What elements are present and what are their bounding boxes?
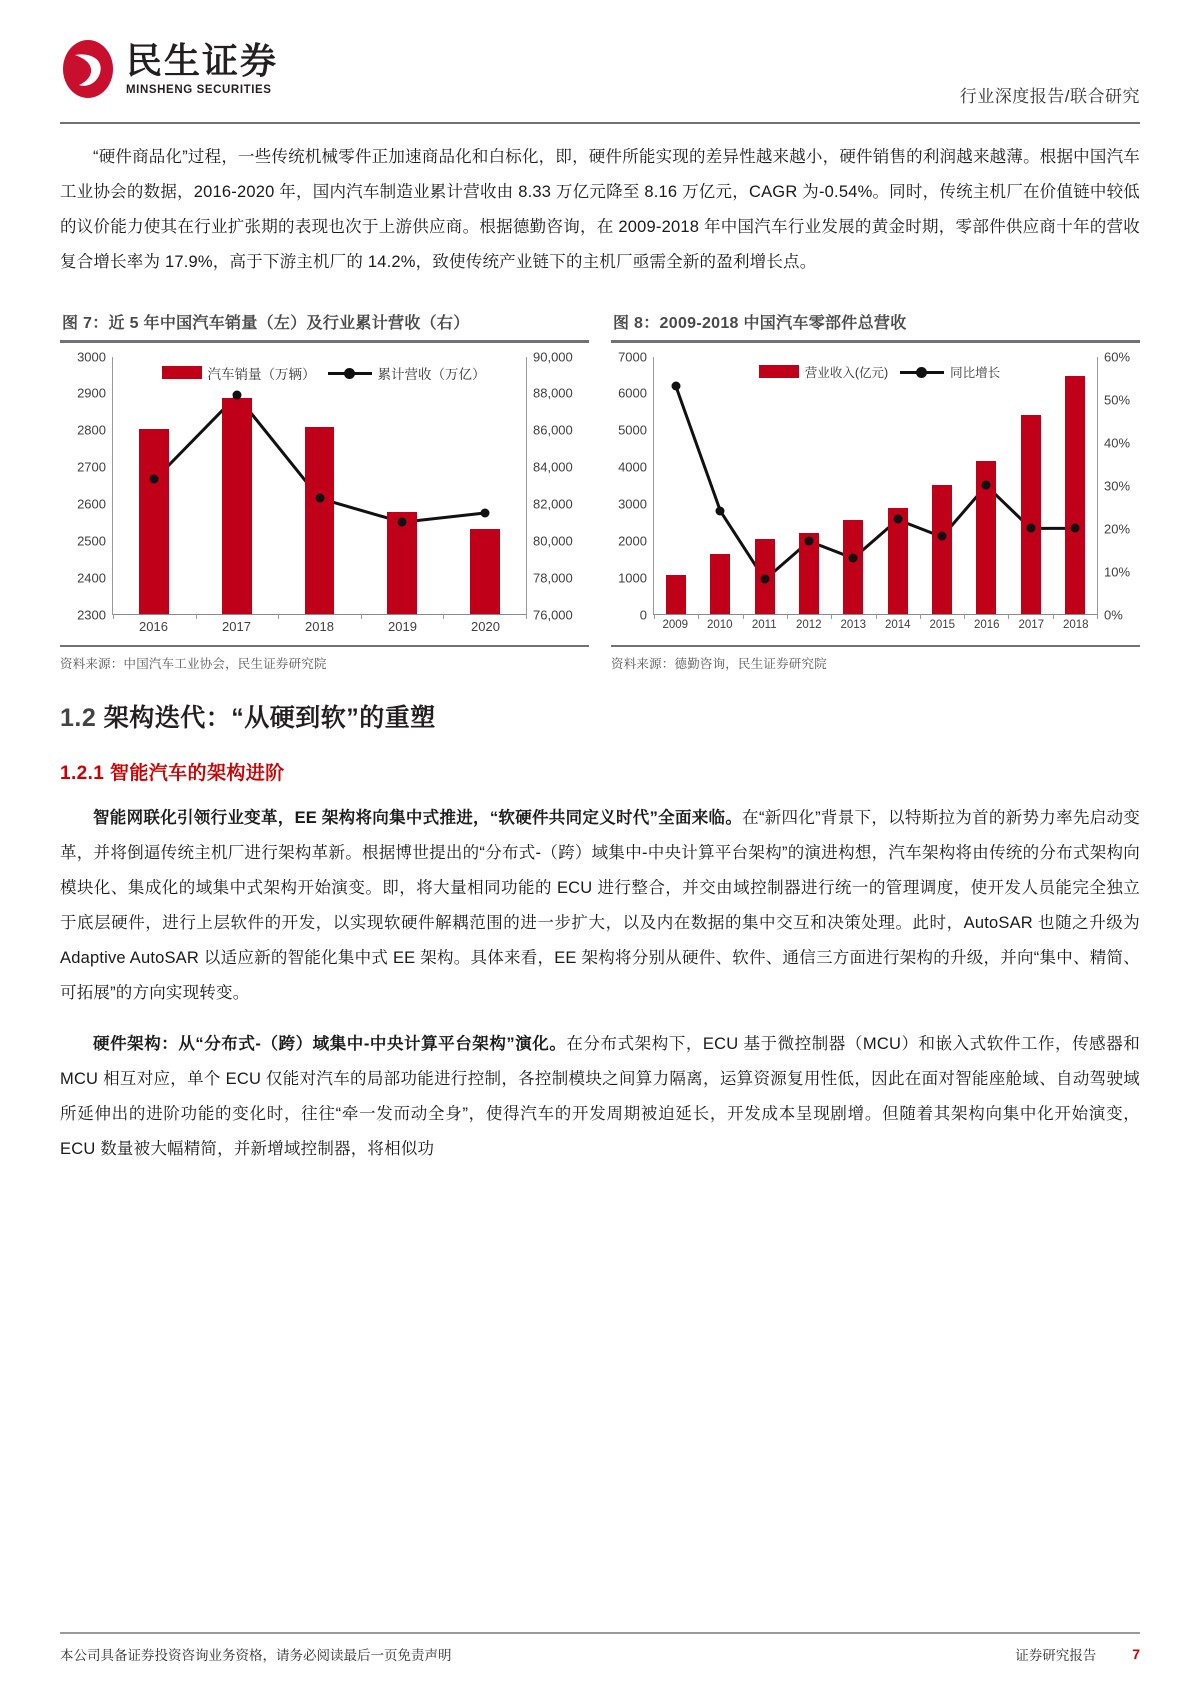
fig8-ytick: 4000: [618, 459, 647, 475]
minsheng-logo-icon: [60, 38, 116, 100]
fig8-bar: [1065, 376, 1085, 614]
subsection-title: 智能汽车的架构进阶: [109, 762, 285, 784]
logo-chinese-text: 民生证券: [126, 39, 279, 81]
fig8-line-marker: [937, 532, 946, 541]
page-content: [0, 140, 1200, 1167]
footer-report-label: 证券研究报告: [1015, 1648, 1097, 1663]
section-number: 1.2: [60, 703, 97, 732]
fig7-y2tick: 76,000: [533, 607, 573, 622]
fig8-y2tick: 50%: [1104, 392, 1131, 407]
fig8-line-marker: [1026, 523, 1035, 532]
report-type-label: 行业深度报告/联合研究: [959, 87, 1140, 106]
fig8-line-marker: [716, 506, 725, 515]
fig8-bar: [932, 485, 952, 614]
fig8-ytick: 0: [639, 607, 647, 622]
fig8-xtick-label: 2018: [1062, 618, 1089, 631]
fig7-line-marker: [398, 517, 407, 526]
fig8-bar: [666, 575, 686, 614]
fig8-y2tick: 60%: [1104, 349, 1131, 364]
figure-7-legend: [124, 363, 523, 383]
company-logo: [60, 38, 278, 100]
subsection-heading: [60, 758, 1140, 785]
fig8-xtick-label: 2015: [929, 618, 956, 631]
header-divider: [60, 122, 1140, 124]
fig7-y2tick: 90,000: [533, 349, 573, 364]
fig7-xtick-label: 2020: [471, 618, 500, 634]
fig7-bar: [222, 398, 252, 614]
fig7-ytick: 2300: [77, 607, 106, 622]
fig8-ytick: 5000: [618, 422, 647, 438]
fig7-bar: [139, 429, 169, 613]
figure-8-right-axis: [1104, 351, 1140, 641]
figure-7-x-axis: [112, 619, 527, 639]
fig7-bar: [305, 427, 335, 614]
fig8-line-marker: [805, 536, 814, 545]
legend-line-swatch-icon: [900, 365, 944, 378]
fig7-ytick: 2800: [77, 422, 106, 438]
figure-8-title: 图 8：2009-2018 中国汽车零部件总营收: [613, 315, 907, 332]
figure-7-title: 图 7：近 5 年中国汽车销量（左）及行业累计营收（右）: [62, 315, 470, 332]
section-title: 架构迭代：“从硬到软”的重塑: [103, 703, 436, 732]
paragraph-1-lead: 智能网联化引领行业变革，EE 架构将向集中式推进，“软硬件共同定义时代”全面来临。: [93, 808, 743, 827]
fig8-line-marker: [849, 553, 858, 562]
fig7-y2tick: 78,000: [533, 570, 573, 586]
footer-divider: [60, 1632, 1140, 1635]
fig8-xtick-label: 2010: [706, 618, 733, 631]
figure-8-plot-area: [611, 351, 1140, 641]
figure-8-title-rule: [611, 340, 1140, 343]
figure-8-legend: [665, 363, 1094, 381]
subsection-number: 1.2.1: [60, 762, 105, 784]
fig8-ytick: 7000: [618, 349, 647, 364]
fig8-line-marker: [982, 481, 991, 490]
fig8-xtick-label: 2013: [840, 618, 867, 631]
fig7-ytick: 2700: [77, 459, 106, 475]
section-heading: [60, 698, 1140, 734]
figure-7: [60, 306, 589, 672]
legend-line-swatch-icon: [328, 366, 372, 379]
fig8-xtick-label: 2009: [662, 618, 689, 631]
fig8-y2tick: 40%: [1104, 435, 1131, 450]
paragraph-2: [60, 1027, 1140, 1167]
fig8-line-marker: [1070, 523, 1079, 532]
figure-8-plot: [653, 357, 1098, 615]
figure-8-source: 资料来源：德勤咨询，民生证券研究院: [611, 645, 1140, 672]
fig7-xtick-label: 2019: [388, 618, 417, 634]
intro-paragraph: “硬件商品化”过程，一些传统机械零件正加速商品化和白标化，即，硬件所能实现的差异性越来越小，硬件销售的利润越来越薄。根据中国汽车工业协会的数据，2016-2020 年，国内汽车制造业累计营收由 8.33 万亿元降至 8.16 万亿元，CAGR 为-0.54%。同时，传统主机厂在价值链中较低的议价能力使其在行业扩张期的表现也次于上游供应商。根据德勤咨询，在 2009-2018 年中国汽车行业发展的黄金时期，零部件供应商十年的营收复合增长率为 17.9%，高于下游主机厂的 14.2%，致使传统产业链下的主机厂亟需全新的盈利增长点。: [60, 148, 1140, 271]
fig8-y2tick: 20%: [1104, 521, 1131, 536]
fig7-y2tick: 86,000: [533, 422, 573, 438]
figure-7-title-rule: [60, 340, 589, 343]
logo-english-text: MINSHENG SECURITIES: [126, 84, 272, 97]
fig8-xtick-label: 2012: [795, 618, 822, 631]
fig8-ytick: 6000: [618, 385, 647, 401]
fig7-bar: [470, 529, 500, 614]
paragraph-2-rest: 在分布式架构下，ECU 基于微控制器（MCU）和嵌入式软件工作，传感器和 MCU 相互对应，单个 ECU 仅能对汽车的局部功能进行控制，各控制模块之间算力隔离，运算资源复用性低，因此在面对智能座舱域、自动驾驶域所延伸出的进阶功能的变化时，往往“牵一发而动全身”，使得汽车的开发周期被迫延长，开发成本呈现剧增。但随着其架构向集中化开始演变，ECU 数量被大幅精简，并新增域控制器，将相似功: [60, 1034, 1140, 1158]
fig7-line-marker: [232, 391, 241, 400]
fig7-legend-label: 汽车销量（万辆）: [207, 366, 316, 382]
fig7-legend-label: 累计营收（万亿）: [377, 366, 486, 382]
fig7-legend-item: [162, 363, 316, 383]
fig7-y2tick: 84,000: [533, 459, 573, 475]
footer-disclaimer: 本公司具备证券投资咨询业务资格，请务必阅读最后一页免责声明: [60, 1648, 452, 1663]
figure-7-source: 资料来源：中国汽车工业协会，民生证券研究院: [60, 645, 589, 672]
fig8-line-marker: [893, 515, 902, 524]
fig8-y2tick: 30%: [1104, 478, 1131, 493]
figure-8-x-axis: [653, 619, 1098, 639]
fig7-ytick: 2400: [77, 570, 106, 586]
figure-7-plot: [112, 357, 527, 615]
fig7-y2tick: 82,000: [533, 496, 573, 512]
charts-row: [60, 306, 1140, 672]
fig8-y2tick: 0%: [1104, 607, 1123, 622]
page-footer: [60, 1632, 1140, 1665]
fig8-xtick-label: 2014: [884, 618, 911, 631]
fig7-ytick: 2500: [77, 533, 106, 549]
fig7-bar: [387, 512, 417, 614]
fig7-ytick: 3000: [77, 349, 106, 364]
legend-bar-swatch-icon: [759, 365, 799, 378]
legend-bar-swatch-icon: [162, 366, 202, 379]
page-header: [0, 0, 1200, 140]
fig8-ytick: 2000: [618, 533, 647, 549]
paragraph-1: [60, 801, 1140, 1011]
fig7-line-marker: [480, 508, 489, 517]
figure-8-left-axis: [611, 351, 647, 641]
fig8-xtick-label: 2011: [751, 618, 777, 631]
fig8-bar: [710, 554, 730, 613]
fig7-ytick: 2900: [77, 385, 106, 401]
paragraph-1-rest: 在“新四化”背景下，以特斯拉为首的新势力率先启动变革，并将倒逼传统主机厂进行架构革新。根据博世提出的“分布式-（跨）域集中-中央计算平台架构”的演进构想，汽车架构将由传统的分布式架构向模块化、集成化的域集中式架构开始演变。即，将大量相同功能的 ECU 进行整合，并交由域控制器进行统一的管理调度，使开发人员能完全独立于底层硬件，进行上层软件的开发，以实现软硬件解耦范围的进一步扩大，以及内在数据的集中交互和决策处理。此时，AutoSAR 也随之升级为 Adaptive AutoSAR 以适应新的智能化集中式 EE 架构。具体来看，EE 架构将分别从硬件、软件、通信三方面进行架构的升级，并向“集中、精简、可拓展”的方向实现转变。: [60, 808, 1140, 1002]
fig8-line-marker: [672, 382, 681, 391]
page-number: 7: [1132, 1646, 1140, 1662]
fig8-legend-item: [900, 363, 1000, 381]
fig8-ytick: 3000: [618, 496, 647, 512]
fig7-ytick: 2600: [77, 496, 106, 512]
fig8-legend-label: 营业收入(亿元): [804, 365, 889, 380]
fig7-y2tick: 80,000: [533, 533, 573, 549]
fig8-legend-item: [759, 363, 888, 381]
fig8-bar: [843, 520, 863, 614]
figure-8: [611, 306, 1140, 672]
fig8-legend-label: 同比增长: [950, 365, 1001, 380]
fig7-xtick-label: 2018: [305, 618, 334, 634]
fig8-line-marker: [760, 575, 769, 584]
paragraph-2-lead: 硬件架构：从“分布式-（跨）域集中-中央计算平台架构”演化。: [93, 1034, 567, 1053]
figure-7-left-axis: [60, 351, 106, 641]
fig8-ytick: 1000: [618, 570, 647, 586]
figure-7-right-axis: [533, 351, 589, 641]
figure-7-plot-area: [60, 351, 589, 641]
fig7-xtick-label: 2016: [139, 618, 168, 634]
fig7-legend-item: [328, 363, 486, 383]
fig8-bar: [1021, 415, 1041, 614]
fig8-y2tick: 10%: [1104, 564, 1131, 579]
fig8-xtick-label: 2017: [1018, 618, 1045, 631]
fig7-line-marker: [315, 493, 324, 502]
fig7-line-marker: [150, 475, 159, 484]
fig8-xtick-label: 2016: [973, 618, 1000, 631]
fig7-xtick-label: 2017: [222, 618, 251, 634]
fig7-y2tick: 88,000: [533, 385, 573, 401]
